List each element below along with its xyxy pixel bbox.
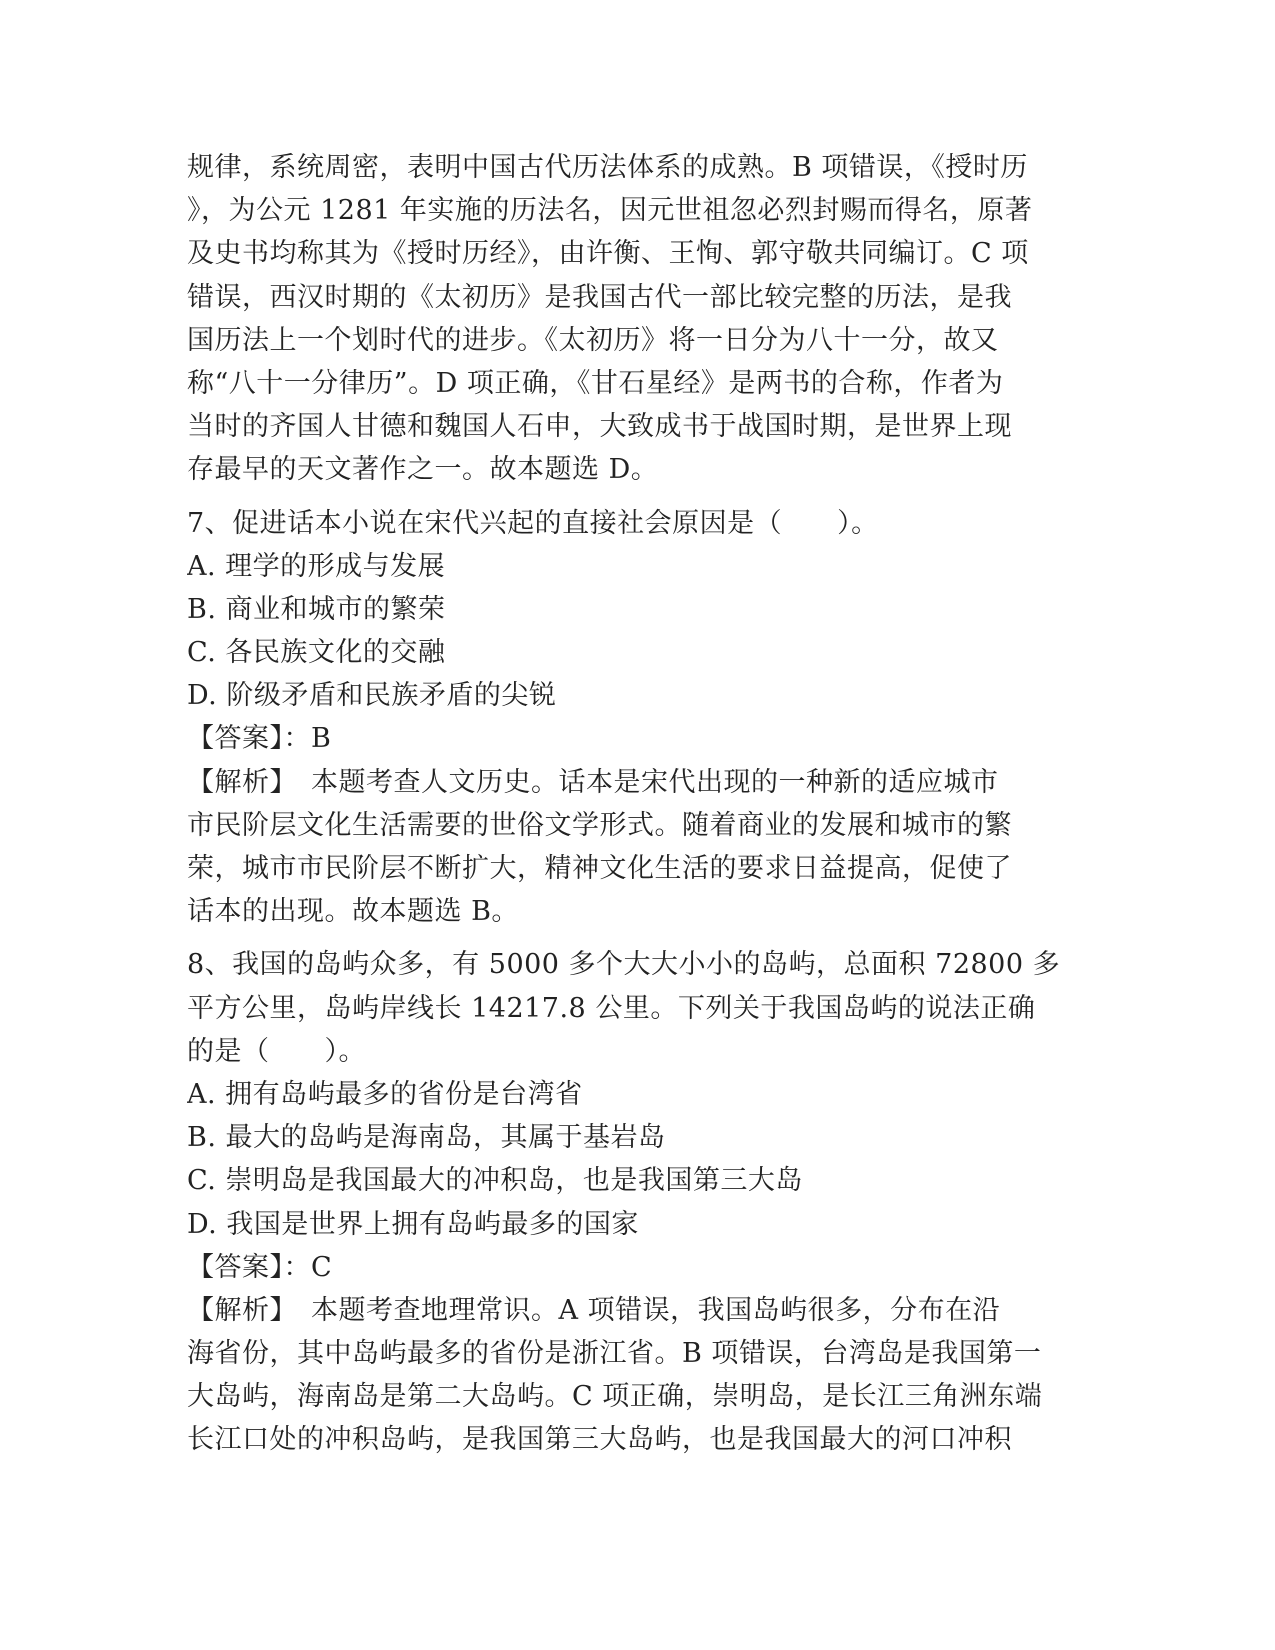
text-line: 及史书均称其为《授时历经》，由许衡、王恂、郭守敬共同编订。C 项	[187, 238, 1029, 270]
text-line: 当时的齐国人甘德和魏国人石申，大致成书于战国时期，是世界上现	[187, 411, 1012, 443]
option-b: B. 商业和城市的繁荣	[187, 593, 446, 625]
text-line: 错误，西汉时期的《太初历》是我国古代一部比较完整的历法，是我	[187, 281, 1012, 313]
question-stem: 8、我国的岛屿众多，有 5000 多个大大小小的岛屿，总面积 72800 多	[187, 949, 1061, 981]
option-c: C. 各民族文化的交融	[187, 637, 446, 669]
analysis-line: 【解析】 本题考查人文历史。话本是宋代出现的一种新的适应城市	[187, 766, 999, 798]
analysis-line: 海省份，其中岛屿最多的省份是浙江省。B 项错误，台湾岛是我国第一	[187, 1338, 1042, 1370]
question-8	[187, 943, 1087, 1461]
question-stem: 7、促进话本小说在宋代兴起的直接社会原因是（ ）。	[187, 507, 879, 539]
paragraph-gap	[187, 492, 1087, 502]
text-line: 存最早的天文著作之一。故本题选 D。	[187, 454, 659, 486]
analysis-line: 话本的出现。故本题选 B。	[187, 896, 519, 928]
option-b: B. 最大的岛屿是海南岛，其属于基岩岛	[187, 1122, 666, 1154]
option-c: C. 崇明岛是我国最大的冲积岛，也是我国第三大岛	[187, 1165, 803, 1197]
option-a: A. 理学的形成与发展	[187, 550, 446, 582]
text-line: 称“八十一分律历”。D 项正确，《甘石星经》是两书的合称，作者为	[187, 367, 1004, 399]
analysis-line: 长江口处的冲积岛屿，是我国第三大岛屿，也是我国最大的河口冲积	[187, 1424, 1012, 1456]
question-7	[187, 502, 1087, 934]
paragraph-gap	[187, 933, 1087, 943]
text-line: 》，为公元 1281 年实施的历法名，因元世祖忽必烈封赐而得名，原著	[187, 195, 1033, 227]
analysis-line: 市民阶层文化生活需要的世俗文学形式。随着商业的发展和城市的繁	[187, 809, 1012, 841]
option-d: D. 我国是世界上拥有岛屿最多的国家	[187, 1208, 639, 1240]
text-line: 规律，系统周密，表明中国古代历法体系的成熟。B 项错误，《授时历	[187, 152, 1028, 183]
answer-line: 【答案】：B	[187, 723, 332, 755]
option-d: D. 阶级矛盾和民族矛盾的尖锐	[187, 680, 557, 712]
question-stem: 平方公里，岛屿岸线长 14217.8 公里。下列关于我国岛屿的说法正确	[187, 992, 1036, 1024]
analysis-line: 荣，城市市民阶层不断扩大，精神文化生活的要求日益提高，促使了	[187, 853, 1012, 884]
answer-line: 【答案】：C	[187, 1251, 333, 1283]
question-stem: 的是（ ）。	[187, 1035, 366, 1067]
text-line: 国历法上一个划时代的进步。《太初历》将一日分为八十一分，故又	[187, 324, 999, 356]
option-a: A. 拥有岛屿最多的省份是台湾省	[187, 1078, 583, 1110]
analysis-line: 【解析】 本题考查地理常识。A 项错误，我国岛屿很多，分布在沿	[187, 1294, 1001, 1326]
analysis-line: 大岛屿，海南岛是第二大岛屿。C 项正确，崇明岛，是长江三角洲东端	[187, 1381, 1043, 1413]
document-page	[187, 146, 1087, 1462]
analysis-q6-continued	[187, 146, 1087, 492]
